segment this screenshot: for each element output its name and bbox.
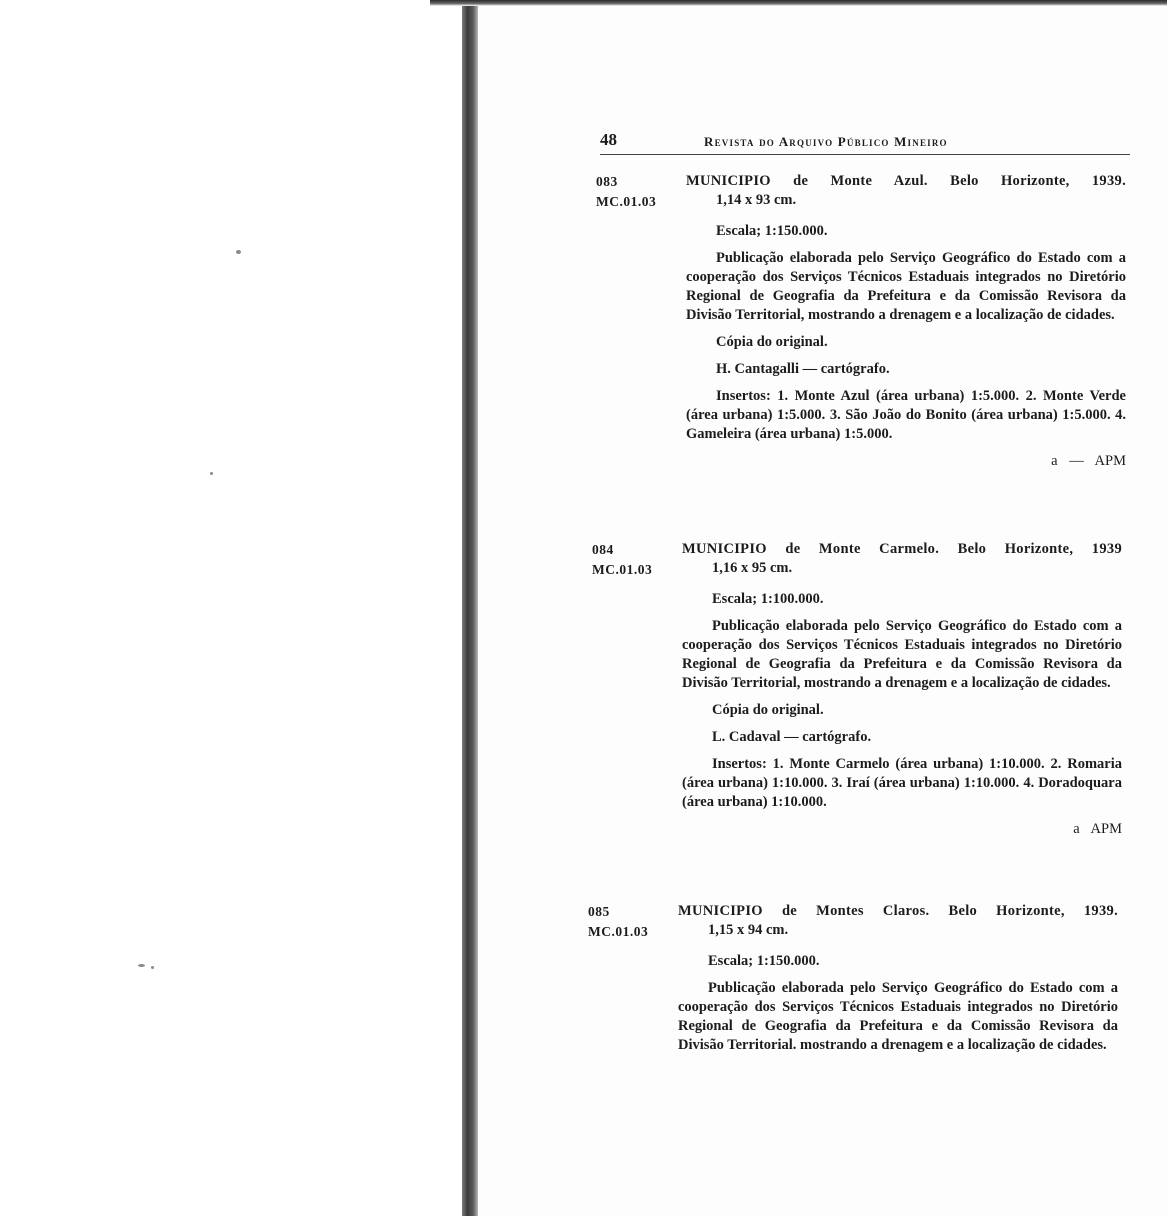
entry-inserts: Insertos: 1. Monte Azul (área urbana) 1:5.000. 2. Monte Verde (área urbana) 1:5.000. 3. São João do Bonito (área urbana) 1:5.000. 4. Gameleira (área urbana) 1:5.000. xyxy=(686,388,1126,442)
entry-size: 1,14 x 93 cm. xyxy=(716,192,797,208)
entry-content xyxy=(686,172,1126,471)
paper-speck xyxy=(138,964,145,967)
book-gutter xyxy=(462,0,478,1216)
entry-source: a — APM xyxy=(1051,453,1126,469)
paper-speck xyxy=(210,472,213,475)
entry-number: 085 xyxy=(588,904,610,919)
page-header xyxy=(600,128,1130,155)
page-number: 48 xyxy=(600,130,617,149)
left-page xyxy=(0,0,462,1216)
entry-description: Publicação elaborada pelo Serviço Geográfico do Estado com a cooperação dos Serviços Técnicos Estaduais integrados no Diretório Regional de Geografia da Prefeitura e da Comissão Revisora da Divisão Territorial, mostrando a drenagem e a localização de cidades. xyxy=(686,250,1126,323)
entry-code xyxy=(596,172,686,212)
entry-source: a APM xyxy=(1073,821,1122,837)
entry-description: Publicação elaborada pelo Serviço Geográfico do Estado com a cooperação dos Serviços Técnicos Estaduais integrados no Diretório Regional de Geografia da Prefeitura e da Comissão Revisora da Divisão Territorial, mostrando a drenagem e a localização de cidades. xyxy=(682,618,1122,691)
entry-code xyxy=(588,902,678,942)
entry-reference: MC.01.03 xyxy=(588,924,649,939)
entry-description: Publicação elaborada pelo Serviço Geográfico do Estado com a cooperação dos Serviços Técnicos Estaduais integrados no Diretório Regional de Geografia da Prefeitura e da Comissão Revisora da Divisão Territorial. mostrando a drenagem e a localização de cidades. xyxy=(678,980,1118,1053)
paper-speck xyxy=(151,966,154,969)
entry-content xyxy=(678,902,1118,1063)
entry-title: MUNICIPIO de Monte Azul. Belo Horizonte, 1939. xyxy=(686,173,1126,189)
entry-size: 1,15 x 94 cm. xyxy=(708,922,789,938)
entry-copy-note: Cópia do original. xyxy=(712,702,824,718)
entry-title: MUNICIPIO de Monte Carmelo. Belo Horizonte, 1939 xyxy=(682,541,1122,557)
entry-cartographer: L. Cadaval — cartógrafo. xyxy=(712,729,872,745)
running-head: Revista do Arquivo Público Mineiro xyxy=(704,134,948,149)
entry-reference: MC.01.03 xyxy=(592,562,653,577)
entry-code xyxy=(592,540,682,580)
entry-number: 084 xyxy=(592,542,614,557)
entry-title: MUNICIPIO de Montes Claros. Belo Horizonte, 1939. xyxy=(678,903,1118,919)
entry-inserts: Insertos: 1. Monte Carmelo (área urbana) 1:10.000. 2. Romaria (área urbana) 1:10.000. 3. Iraí (área urbana) 1:10.000. 4. Doradoquara (área urbana) 1:10.000. xyxy=(682,756,1122,810)
entry-size: 1,16 x 95 cm. xyxy=(712,560,793,576)
entry-scale: Escala; 1:150.000. xyxy=(716,223,828,239)
entry-content xyxy=(682,540,1122,839)
entry-copy-note: Cópia do original. xyxy=(716,334,828,350)
entry-number: 083 xyxy=(596,174,618,189)
entry-cartographer: H. Cantagalli — cartógrafo. xyxy=(716,361,890,377)
entry-scale: Escala; 1:100.000. xyxy=(712,591,824,607)
paper-speck xyxy=(236,250,241,254)
entry-reference: MC.01.03 xyxy=(596,194,657,209)
entry-scale: Escala; 1:150.000. xyxy=(708,953,820,969)
